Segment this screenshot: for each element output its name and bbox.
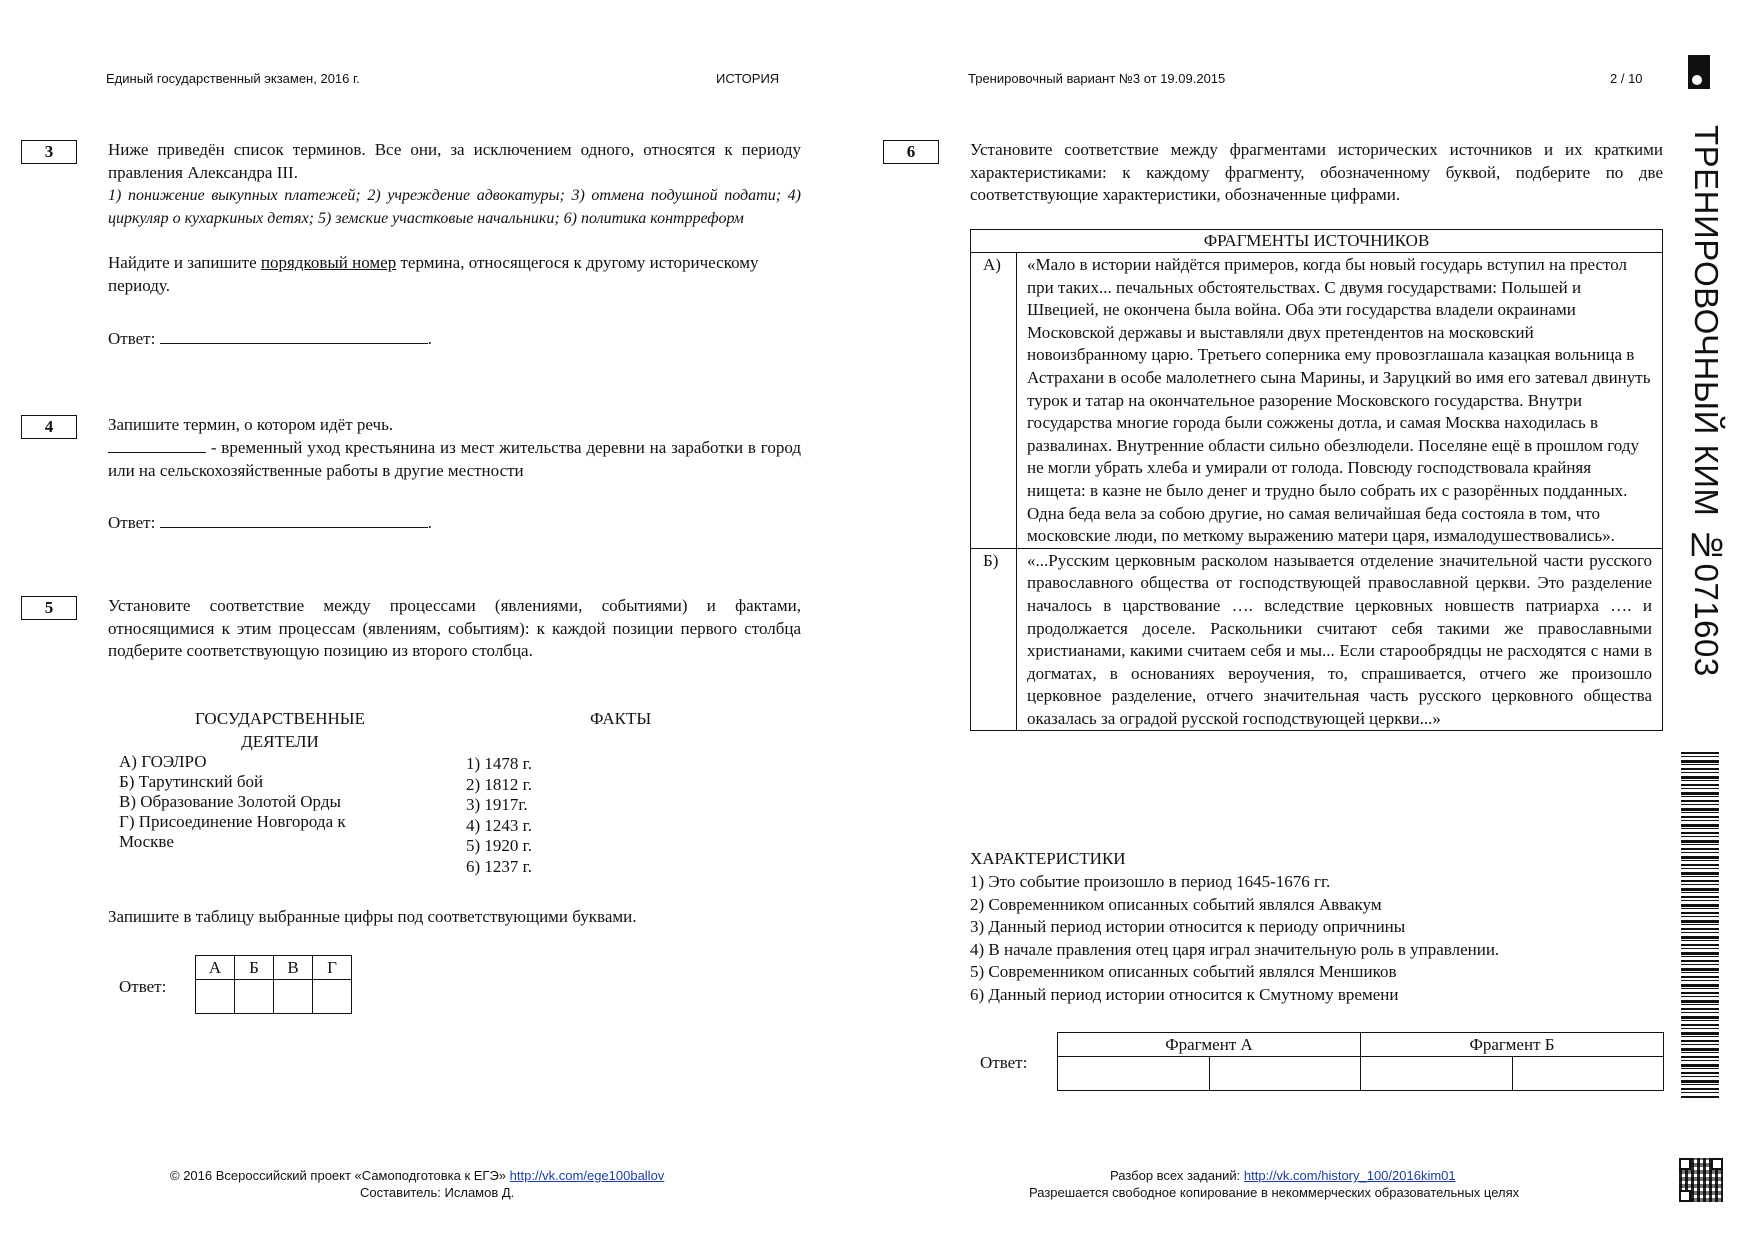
answer-cell[interactable]: [274, 980, 313, 1014]
fragment-a-text: «Мало в истории найдётся примеров, когда бы новый государь вступил на престол при таких... печальных обстоятельствах. С двумя государствами: Польшей и Швецией, не окончена была война. Оба эти государства владели окраинами Московской державы и выставляли двух претендентов на московский новоизбранному царю. Третьего соперника ему провозглашала казацкая вольница в Астрахани в особе малолетнего сына Марины, и Заруцкий во имя его затевал двинуть турок и татар на окончательное разорение Московского государства. Внутри государства многие города были сожжены дотла, и самая Москва находилась в развалинах. Внутренние области сильно обезлюдели. Поселяне ещё в прошлом году не могли убрать хлеба и умирали от голода. Повсюду господствовала крайняя нищета: в казне не было денег и трудно было собрать их с разорённых подданных. Одна беда вела за собою другие, но самая величайшая беда состояла в том, что московские люди, по меткому выражению матери царя, измалодушествовались».: [1027, 255, 1651, 546]
list-item: Б) Тарутинский бой: [119, 772, 264, 791]
task-5-intro: Установите соответствие между процессами (явлениями, событиями) и фактами, относящимися к этим процессам (явлениям, событиям): к каждой позиции первого столбца подберите соответствующую позицию из второго столбца.: [108, 596, 801, 660]
task-3-intro: Ниже приведён список терминов. Все они, за исключением одного, относятся к периоду правления Александра III.: [108, 140, 801, 182]
variant-title: Тренировочный вариант №3 от 19.09.2015: [968, 71, 1226, 86]
qr-finder: [1679, 1158, 1691, 1170]
footer-right-link[interactable]: http://vk.com/history_100/2016kim01: [1243, 1168, 1456, 1183]
answer-cell[interactable]: [1512, 1057, 1664, 1091]
fragment-b-text: «...Русским церковным расколом называется отделение значительной части русского православного общества от господствующей православной церкви. Это разделение началось в царствование …. вследствие церковных новшеств патриарха …. и продолжается доселе. Раскольники считают себя такими же православными христианами, какими считаем себя и мы... Если старообрядцы не расходятся с нами в догматах, в основаниях вероучения, то, спрашивается, отчего же произошло церковное разделение, отчего значительная часть русского церковного общества оказалась за оградой русской господствующей церкви...»: [1027, 550, 1652, 728]
task-4-answer-field[interactable]: [160, 513, 428, 528]
footer-license: Разрешается свободное копирование в некоммерческих образовательных целях: [1029, 1185, 1520, 1200]
fragment-b-row: [971, 548, 1662, 731]
barcode: [1681, 752, 1719, 1098]
list-item: 5) Современником описанных событий являлся Меншиков: [970, 962, 1397, 982]
task-3-instr-pre: Найдите и запишите: [108, 253, 261, 272]
list-item: 6) 1237 г.: [466, 856, 532, 876]
list-item: 2) Современником описанных событий являлся Аввакум: [970, 894, 1382, 914]
task-5-col2-header: ФАКТЫ: [590, 709, 652, 728]
fragments-table-header: ФРАГМЕНТЫ ИСТОЧНИКОВ: [1203, 231, 1430, 250]
task-4-term-blank[interactable]: [108, 438, 206, 453]
task-5-col1: [119, 752, 346, 852]
task-4-answer-label: Ответ:: [108, 513, 156, 532]
task-3-answer: Ответ: .: [108, 329, 432, 348]
list-item: В) Образование Золотой Орды: [119, 792, 341, 811]
task-3-terms: 1) понижение выкупных платежей; 2) учреждение адвокатуры; 3) отмена подушной подати; 4) циркуляр о кухаркиных детях; 5) земские участковые начальники; 6) политика контрреформ: [108, 187, 801, 227]
fragments-table: [970, 229, 1663, 731]
task-4-intro: Запишите термин, о котором идёт речь.: [108, 415, 394, 434]
task-3-number: 3: [21, 140, 77, 164]
list-item: Москве: [119, 832, 174, 851]
footer-review-label: Разбор всех заданий:: [1110, 1168, 1244, 1183]
task-5-answer-label: Ответ:: [119, 977, 167, 996]
page-number: 2 / 10: [1610, 71, 1643, 86]
answer-col-header: В: [274, 956, 313, 980]
task-5-instruction: Запишите в таблицу выбранные цифры под соответствующими буквами.: [108, 907, 637, 926]
answer-col-header: Фрагмент А: [1058, 1033, 1361, 1057]
list-item: 1) 1478 г.: [466, 754, 532, 773]
characteristics-header: ХАРАКТЕРИСТИКИ: [970, 849, 1126, 868]
fragment-b-label: Б): [971, 549, 1017, 731]
task-4-number: 4: [21, 415, 77, 439]
exam-title: Единый государственный экзамен, 2016 г.: [106, 71, 360, 86]
task-3-answer-field[interactable]: [160, 329, 428, 344]
task-5-answer-table: [195, 955, 352, 1014]
corner-marker: [1688, 55, 1710, 89]
footer-right: [1110, 1168, 1456, 1183]
footer-copyright: © 2016 Всероссийский проект «Самоподготовка к ЕГЭ»: [170, 1168, 510, 1183]
list-item: 4) В начале правления отец царя играл значительную роль в управлении.: [970, 939, 1500, 959]
marker-dot: [1692, 75, 1702, 85]
characteristics-list: [970, 871, 1499, 1007]
task-5-col1-header-line2: ДЕЯТЕЛИ: [241, 731, 319, 751]
answer-cell[interactable]: [1209, 1057, 1361, 1091]
answer-cell[interactable]: [235, 980, 274, 1014]
list-item: 6) Данный период истории относится к Смутному времени: [970, 984, 1399, 1004]
task-3-answer-label: Ответ:: [108, 329, 156, 348]
qr-code: [1679, 1158, 1723, 1202]
task-4-definition: - временный уход крестьянина из мест жительства деревни на заработки в город или на сельскохозяйственные работы в другие местности: [108, 438, 801, 480]
list-item: 1) Это событие произошло в период 1645-1676 гг.: [970, 872, 1331, 891]
task-3-instr-underlined: порядковый номер: [260, 253, 397, 272]
task-6-number: 6: [883, 140, 939, 164]
task-6-intro: Установите соответствие между фрагментами исторических источников и их краткими характеристиками: к каждому фрагменту, обозначенному буквой, подберите по две соответствующие характеристики, обозначенные цифрами.: [970, 140, 1663, 204]
task-5-number: 5: [21, 596, 77, 620]
footer-left-link[interactable]: http://vk.com/ege100ballov: [509, 1168, 665, 1183]
answer-cell[interactable]: [196, 980, 235, 1014]
footer-left: [170, 1168, 664, 1183]
fragment-a-label: А): [971, 253, 1017, 548]
answer-col-header: А: [196, 956, 235, 980]
subject-title: ИСТОРИЯ: [716, 71, 780, 86]
qr-finder: [1711, 1158, 1723, 1170]
side-title: ТРЕНИРОВОЧНЫЙ КИМ №071603: [1688, 125, 1725, 677]
list-item: 3) 1917г.: [466, 795, 528, 815]
footer-author: Составитель: Исламов Д.: [360, 1185, 515, 1200]
answer-cell[interactable]: [1361, 1057, 1513, 1091]
answer-col-header: Б: [235, 956, 274, 980]
task-6-answer-label: Ответ:: [980, 1053, 1028, 1072]
list-item: 4) 1243 г.: [466, 815, 532, 835]
task-4-answer: Ответ: .: [108, 513, 432, 532]
answer-cell[interactable]: [1058, 1057, 1210, 1091]
list-item: 5) 1920 г.: [466, 836, 532, 856]
task-3-instr-post: термина, относящегося к другому историческому периоду.: [108, 253, 759, 295]
list-item: А) ГОЭЛРО: [119, 752, 207, 771]
task-3-instruction: [108, 252, 801, 297]
answer-col-header: Г: [313, 956, 352, 980]
fragment-a-row: [971, 252, 1662, 548]
task-5-col1-header: [180, 708, 380, 753]
answer-col-header: Фрагмент Б: [1361, 1033, 1664, 1057]
list-item: 2) 1812 г.: [466, 774, 532, 794]
task-5-col1-header-line1: ГОСУДАРСТВЕННЫЕ: [194, 709, 366, 728]
task-5-col2: [466, 754, 532, 878]
task-4-definition-block: [108, 437, 801, 482]
list-item: 3) Данный период истории относится к периоду опричнины: [970, 917, 1406, 937]
task-6-answer-table: [1057, 1032, 1664, 1091]
answer-cell[interactable]: [313, 980, 352, 1014]
list-item: Г) Присоединение Новгорода к: [119, 812, 346, 831]
qr-finder: [1679, 1190, 1691, 1202]
